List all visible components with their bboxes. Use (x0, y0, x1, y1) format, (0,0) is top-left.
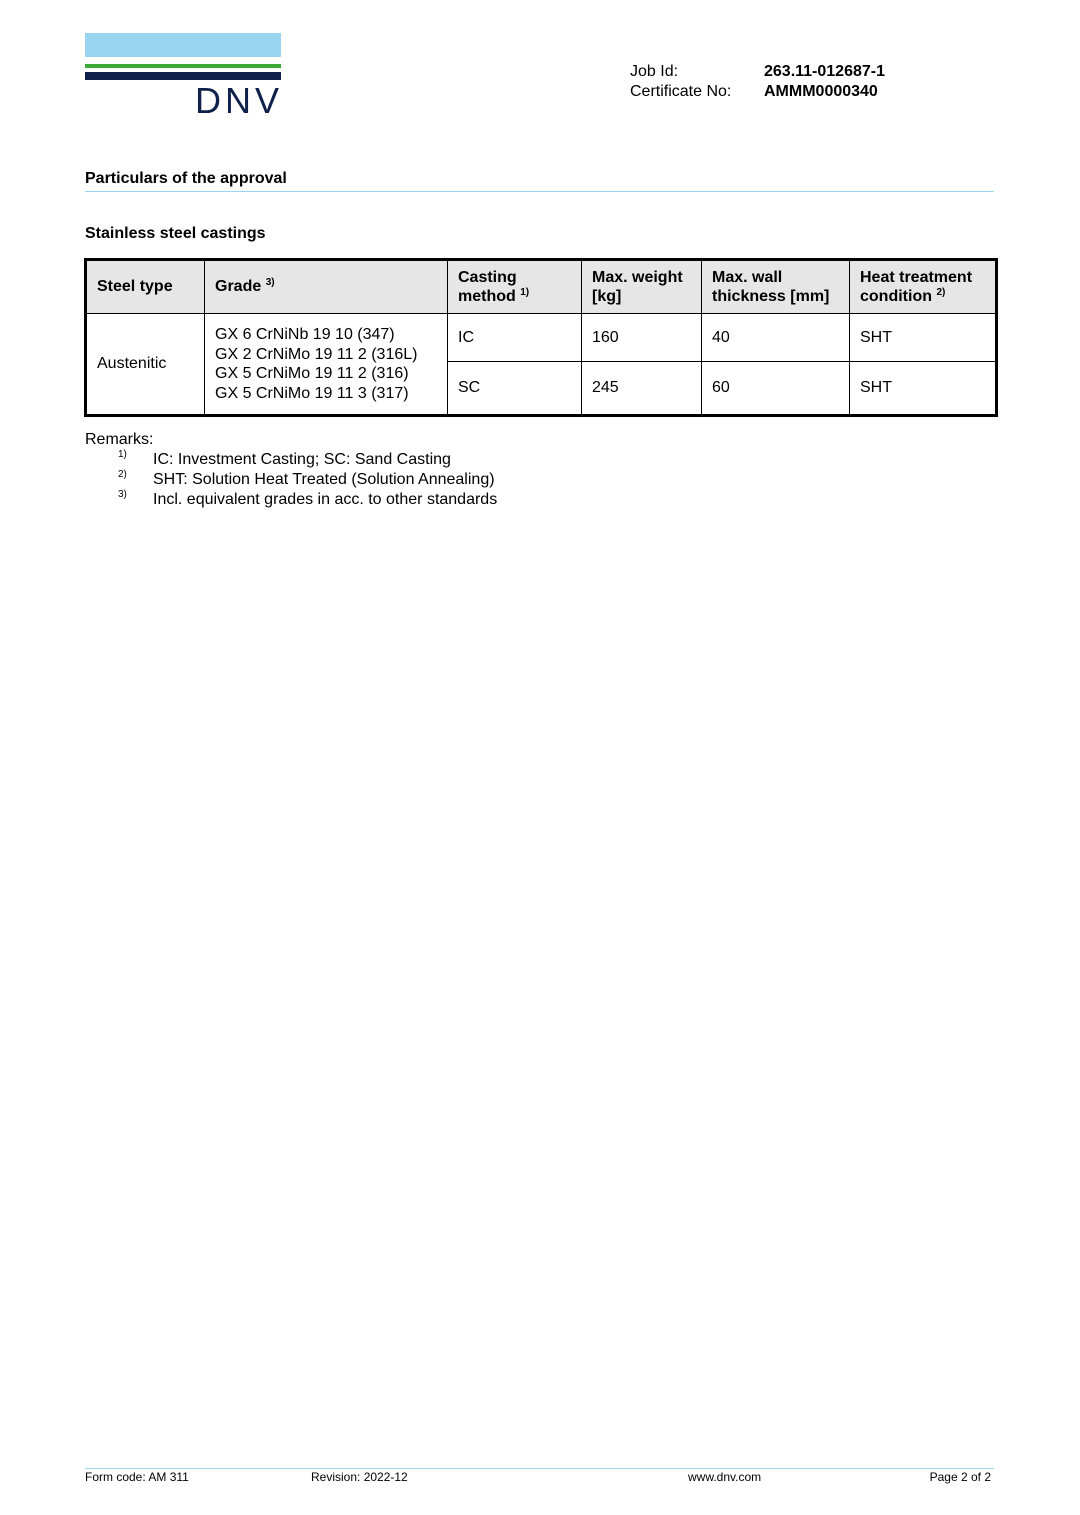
wall-cell: 40 (702, 314, 850, 362)
job-id-value: 263.11-012687-1 (764, 63, 885, 80)
header-max-wall: Max. wall thickness [mm] (702, 260, 850, 314)
header-steel-type: Steel type (86, 260, 205, 314)
remark-number: 1) (118, 449, 127, 460)
weight-cell: 160 (582, 314, 702, 362)
footnote-ref: 1) (520, 287, 530, 298)
dnv-logo (85, 33, 281, 123)
remarks (85, 430, 497, 510)
grade-item: GX 6 CrNiNb 19 10 (347) (215, 326, 395, 343)
footnote-ref: 2) (936, 287, 946, 298)
job-id-label: Job Id: (630, 63, 679, 80)
footnote-ref: 3) (265, 277, 275, 289)
remark-item (85, 470, 497, 490)
header-heat-treatment: Heat treatment condition $^{2)}$ (850, 260, 997, 314)
grade-item: GX 5 CrNiMo 19 11 3 (317) (215, 384, 409, 402)
remark-text: Incl. equivalent grades in acc. to other standards (153, 491, 498, 508)
logo-green-bar (85, 64, 281, 68)
footer-revision: Revision: 2022-12 (311, 1470, 408, 1484)
section-divider (85, 191, 994, 192)
remark-item (85, 490, 497, 510)
subsection-title: Stainless steel castings (85, 225, 266, 242)
section-title: Particulars of the approval (85, 170, 287, 187)
remark-number: 3) (118, 489, 127, 500)
logo-wordmark: DNV (194, 80, 283, 121)
logo-navy-bar (85, 72, 281, 80)
table-header-row (86, 260, 997, 314)
footer-page-number: Page 2 of 2 (929, 1470, 991, 1484)
wall-cell: 60 (702, 362, 850, 416)
castings-table (84, 258, 998, 417)
footer-form-code: Form code: AM 311 (85, 1470, 189, 1484)
job-id-row (630, 62, 885, 82)
grade-item: GX 5 CrNiMo 19 11 2 (316) (215, 365, 409, 382)
remark-text: SHT: Solution Heat Treated (Solution Annealing) (153, 471, 495, 488)
footer-divider (85, 1468, 994, 1469)
certificate-value: AMMM0000340 (764, 83, 878, 100)
remark-text: IC: Investment Casting; SC: Sand Casting (153, 451, 451, 468)
grade-item: GX 2 CrNiMo 19 11 2 (316L) (215, 345, 418, 363)
remark-number: 2) (118, 469, 127, 480)
grade-cell (205, 314, 448, 416)
heat-cell: SHT (850, 362, 997, 416)
steel-type-cell: Austenitic (86, 314, 205, 416)
header-grade: Grade $^{3)}$ (205, 260, 448, 314)
logo-sky-bar (85, 33, 281, 57)
header-casting-method: Casting method $^{1)}$ (448, 260, 582, 314)
certificate-label: Certificate No: (630, 83, 732, 100)
footer-website[interactable]: www.dnv.com (688, 1470, 762, 1484)
method-cell: IC (448, 314, 582, 362)
remark-item (85, 450, 497, 470)
job-info (630, 62, 885, 102)
weight-cell: 245 (582, 362, 702, 416)
method-cell: SC (448, 362, 582, 416)
table-row (86, 314, 997, 362)
remarks-title: Remarks: (85, 431, 154, 448)
heat-cell: SHT (850, 314, 997, 362)
header-max-weight: Max. weight [kg] (582, 260, 702, 314)
page-footer (85, 1470, 991, 1486)
certificate-row (630, 82, 885, 102)
